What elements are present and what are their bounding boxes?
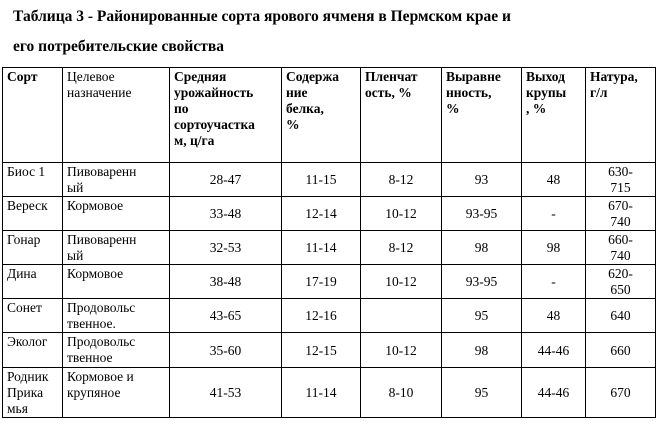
cell-uniform: 95 — [442, 299, 522, 333]
cell-nature: 670 — [586, 368, 656, 418]
cell-hull: 8-12 — [361, 231, 442, 265]
cell-yield: 35-60 — [170, 333, 282, 368]
table-row — [3, 265, 656, 299]
cell-uniform: 93 — [442, 163, 522, 197]
cell-sort: Вереск — [3, 197, 63, 231]
cell-purpose: Пивоваренн ый — [63, 163, 170, 197]
cell-uniform: 98 — [442, 231, 522, 265]
cell-protein: 11-14 — [282, 368, 361, 418]
cell-grits: 44-46 — [522, 333, 586, 368]
cell-uniform: 95 — [442, 368, 522, 418]
cell-protein: 12-15 — [282, 333, 361, 368]
cell-purpose: Продовольс твенное. — [63, 299, 170, 333]
cell-uniform: 93-95 — [442, 197, 522, 231]
header-hull: Пленчат ость, % — [361, 68, 442, 163]
header-purpose: Целевое назначение — [63, 68, 170, 163]
header-yield: Средняя урожайность по сортоучастка м, ц/га — [170, 68, 282, 163]
header-sort: Сорт — [3, 68, 63, 163]
cell-protein: 11-14 — [282, 231, 361, 265]
header-uniformity: Выравне нность, % — [442, 68, 522, 163]
header-grits: Выход крупы , % — [522, 68, 586, 163]
cell-hull: 8-12 — [361, 163, 442, 197]
cell-nature: 660 — [586, 333, 656, 368]
cell-sort: Биос 1 — [3, 163, 63, 197]
cell-protein: 11-15 — [282, 163, 361, 197]
table-row — [3, 163, 656, 197]
table-row — [3, 333, 656, 368]
cell-hull: 10-12 — [361, 197, 442, 231]
cell-protein: 12-16 — [282, 299, 361, 333]
cell-sort: Сонет — [3, 299, 63, 333]
caption-line-2: его потребительские свойства — [13, 38, 224, 55]
cell-purpose: Кормовое — [63, 197, 170, 231]
cell-sort: Гонар — [3, 231, 63, 265]
cell-hull: 10-12 — [361, 333, 442, 368]
cell-hull — [361, 299, 442, 333]
cell-grits: 44-46 — [522, 368, 586, 418]
header-nature: Натура, г/л — [586, 68, 656, 163]
header-protein: Содержа ние белка, % — [282, 68, 361, 163]
table-row — [3, 368, 656, 418]
cell-grits: 48 — [522, 299, 586, 333]
cell-yield: 32-53 — [170, 231, 282, 265]
header-row — [3, 68, 656, 163]
cell-yield: 33-48 — [170, 197, 282, 231]
cell-nature: 640 — [586, 299, 656, 333]
cell-sort: Родник Прика мья — [3, 368, 63, 418]
cell-uniform: 98 — [442, 333, 522, 368]
cell-hull: 10-12 — [361, 265, 442, 299]
cell-sort: Эколог — [3, 333, 63, 368]
cell-sort: Дина — [3, 265, 63, 299]
caption-line-1: Таблица 3 - Районированные сорта ярового ячменя в Пермском крае и — [13, 8, 511, 25]
table-row — [3, 197, 656, 231]
cell-nature: 670- 740 — [586, 197, 656, 231]
cell-protein: 12-14 — [282, 197, 361, 231]
table-row — [3, 231, 656, 265]
barley-varieties-table — [2, 67, 656, 418]
cell-yield: 43-65 — [170, 299, 282, 333]
cell-hull: 8-10 — [361, 368, 442, 418]
cell-grits: 48 — [522, 163, 586, 197]
cell-yield: 38-48 — [170, 265, 282, 299]
cell-nature: 630- 715 — [586, 163, 656, 197]
cell-purpose: Кормовое и крупяное — [63, 368, 170, 418]
cell-grits: - — [522, 197, 586, 231]
cell-uniform: 93-95 — [442, 265, 522, 299]
cell-protein: 17-19 — [282, 265, 361, 299]
cell-nature: 660- 740 — [586, 231, 656, 265]
cell-yield: 41-53 — [170, 368, 282, 418]
cell-purpose: Кормовое — [63, 265, 170, 299]
cell-purpose: Продовольс твенное — [63, 333, 170, 368]
table-row — [3, 299, 656, 333]
cell-grits: 98 — [522, 231, 586, 265]
cell-grits: - — [522, 265, 586, 299]
cell-purpose: Пивоваренн ый — [63, 231, 170, 265]
table-caption — [13, 2, 653, 62]
cell-yield: 28-47 — [170, 163, 282, 197]
cell-nature: 620- 650 — [586, 265, 656, 299]
